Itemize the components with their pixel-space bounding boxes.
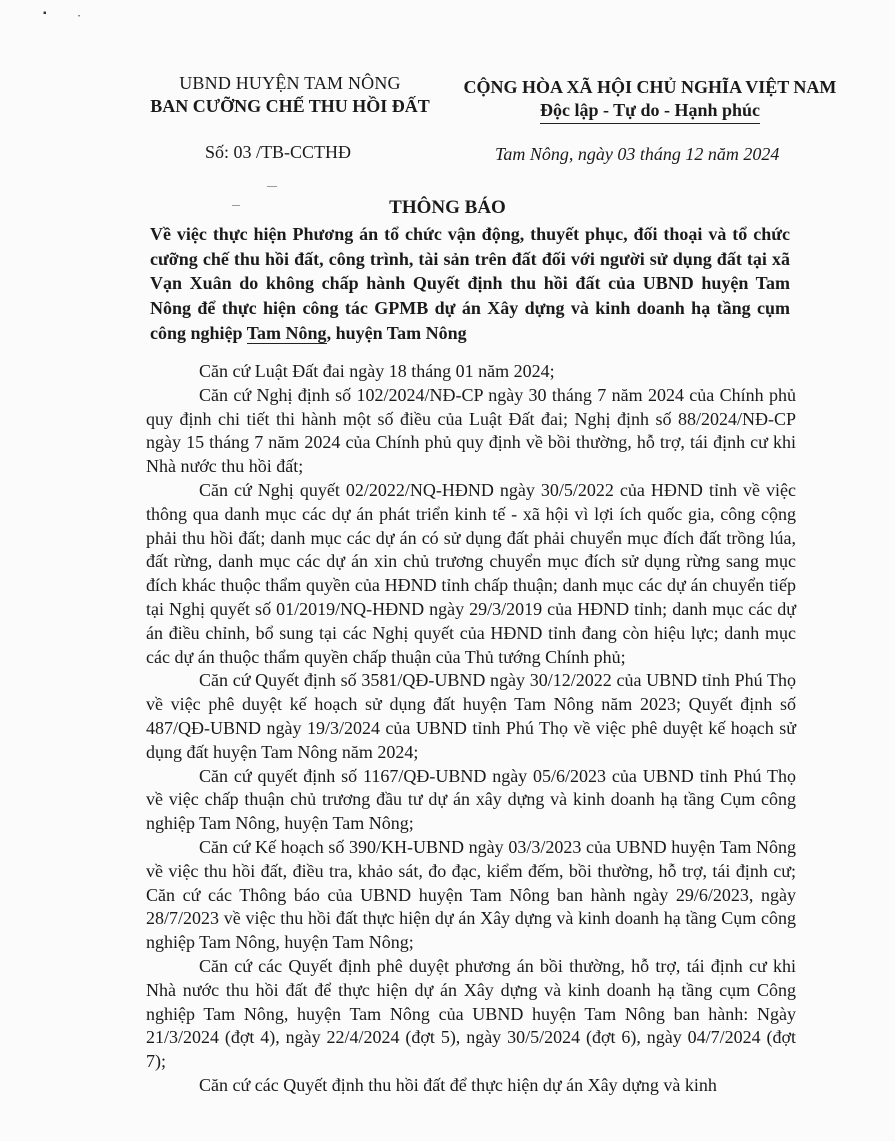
issuing-org: UBND HUYỆN TAM NÔNG	[179, 73, 401, 93]
body-paragraph: Căn cứ Luật Đất đai ngày 18 tháng 01 năm 2024;	[199, 361, 555, 381]
document-subject	[150, 222, 790, 346]
national-title-block	[440, 76, 860, 124]
issuing-agency-block	[120, 72, 460, 118]
scan-speck: ▪	[43, 8, 47, 19]
body-paragraph: Căn cứ các Quyết định thu hồi đất để thực hiện dự án Xây dựng và kinh	[199, 1074, 717, 1095]
document-title: THÔNG BÁO	[389, 197, 506, 218]
scan-speck: •	[78, 14, 81, 20]
scan-dash	[267, 186, 277, 187]
national-motto: Độc lập - Tự do - Hạnh phúc	[540, 98, 760, 124]
body-paragraph: Căn cứ các Quyết định phê duyệt phương án bồi thường, hỗ trợ, tái định cư khi Nhà nước thu hồi đất để thực hiện dự án Xây dựng và kinh doanh hạ tầng cụm Công nghiệp Tam Nông, huyện Tam Nông của UBND huyện Tam Nông ban hành: Ngày 21/3/2024 (đợt 4), ngày 22/4/2024 (đợt 5), ngày 30/5/2024 (đợt 6), ngày 04/7/2024 (đợt 7);	[146, 955, 796, 1072]
body-paragraph: Căn cứ quyết định số 1167/QĐ-UBND ngày 05/6/2023 của UBND tỉnh Phú Thọ về việc chấp thuận chủ trương đầu tư dự án xây dựng và kinh doanh hạ tầng Cụm công nghiệp Tam Nông, huyện Tam Nông;	[146, 765, 796, 834]
national-title: CỘNG HÒA XÃ HỘI CHỦ NGHĨA VIỆT NAM	[463, 77, 837, 97]
body-paragraph: Căn cứ Quyết định số 3581/QĐ-UBND ngày 30/12/2022 của UBND tỉnh Phú Thọ về việc phê duyệt kế hoạch sử dụng đất huyện Tam Nông năm 2023; Quyết định số 487/QĐ-UBND ngày 19/3/2024 của UBND tỉnh Phú Thọ về việc phê duyệt kế hoạch sử dụng đất huyện Tam Nông năm 2024;	[146, 670, 796, 762]
document-number: Số: 03 /TB-CCTHĐ	[205, 142, 352, 162]
document-body	[146, 360, 796, 1098]
body-paragraph: Căn cứ Kế hoạch số 390/KH-UBND ngày 03/3/2023 của UBND huyện Tam Nông về việc thu hồi đất, điều tra, khảo sát, đo đạc, kiểm đếm, bồi thường, hỗ trợ, tái định cư; Căn cứ các Thông báo của UBND huyện Tam Nông ban hành ngày 29/6/2023, ngày 28/7/2023 về việc thu hồi đất thực hiện dự án Xây dựng và kinh doanh hạ tầng Cụm công nghiệp Tam Nông, huyện Tam Nông;	[146, 836, 796, 953]
issuing-dept: BAN CƯỠNG CHẾ THU HỒI ĐẤT	[150, 96, 430, 116]
subject-underlined: Tam Nông	[246, 322, 327, 343]
body-paragraph: Căn cứ Nghị quyết 02/2022/NQ-HĐND ngày 30/5/2022 của HĐND tỉnh về việc thông qua danh mục các dự án phát triển kinh tế - xã hội vì lợi ích quốc gia, công cộng phải thu hồi đất; danh mục các dự án có sử dụng đất phải chuyển mục đích đất trồng lúa, đất rừng, danh mục các dự án xin chủ trương chuyển mục đích sử dụng rừng sang mục đích khác thuộc thẩm quyền của HĐND tỉnh chấp thuận; danh mục các dự án chuyển tiếp tại Nghị quyết số 01/2019/NQ-HĐND ngày 29/3/2019 của HĐND tỉnh; danh mục các dự án điều chỉnh, bổ sung tại các Nghị quyết của HĐND tỉnh đang còn hiệu lực; danh mục các dự án thuộc thẩm quyền chấp thuận của Thủ tướng Chính phủ;	[146, 479, 796, 667]
place-date: Tam Nông, ngày 03 tháng 12 năm 2024	[495, 144, 780, 164]
subject-text: Về việc thực hiện Phương án tổ chức vận động, thuyết phục, đối thoại và tổ chức cưỡng chế thu hồi đất, công trình, tài sản trên đất đối với người sử dụng đất tại xã Vạn Xuân do không chấp hành Quyết định thu hồi đất của UBND huyện Tam Nông để thực hiện công tác GPMB dự án Xây dựng và kinh doanh hạ tầng cụm công nghiệp	[150, 224, 790, 343]
subject-tail: , huyện Tam Nông	[326, 322, 467, 343]
body-paragraph: Căn cứ Nghị định số 102/2024/NĐ-CP ngày 30 tháng 7 năm 2024 của Chính phủ quy định chi tiết thi hành một số điều của Luật Đất đai; Nghị định số 88/2024/NĐ-CP ngày 15 tháng 7 năm 2024 của Chính phủ quy định về bồi thường, hỗ trợ, tái định cư khi Nhà nước thu hồi đất;	[146, 384, 796, 477]
